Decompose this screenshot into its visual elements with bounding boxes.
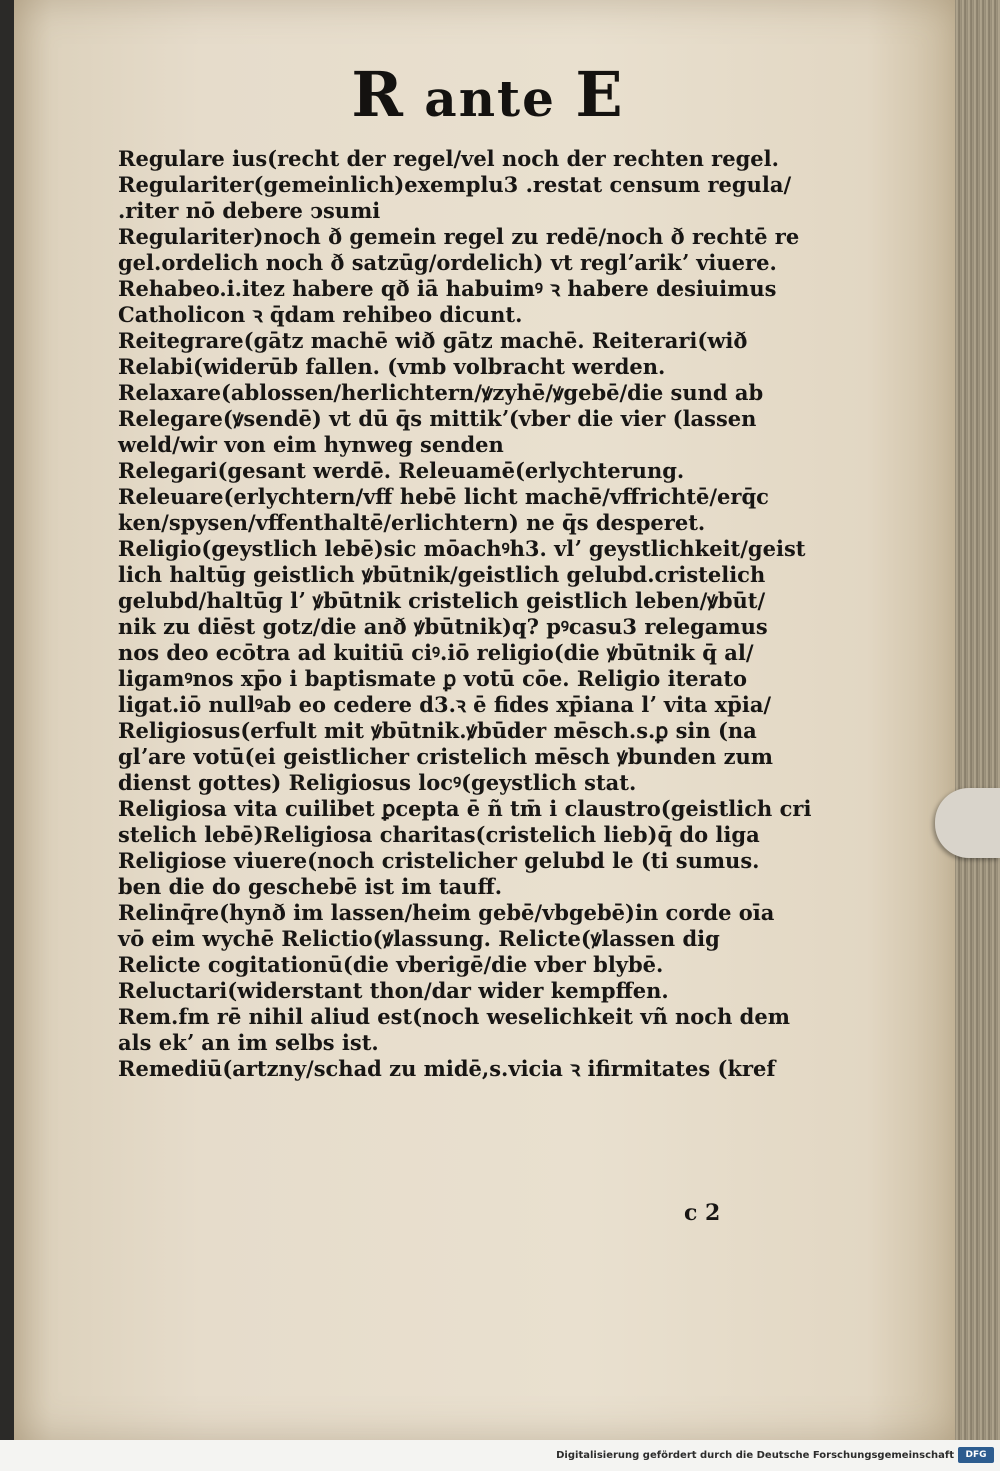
text-line: Religiosa vita cuilibet ꝑcepta ē ñ tm̄ i claustro(geistlich cri — [118, 796, 812, 821]
text-line: Regulare ius(recht der regel/vel noch der rechten regel. — [118, 146, 779, 171]
dfg-logo-icon: DFG — [958, 1447, 994, 1463]
text-line: als ekʼ an im selbs ist. — [118, 1030, 379, 1055]
header-final: E — [575, 58, 625, 131]
text-line: Religiosus(erfult mit ꝟbūtnik.ꝟbūder mēsch.s.ꝑ sin (na — [118, 718, 757, 743]
text-line: Relinq̄re(hynð im lassen/heim gebē/vbgebē)in corde oīa — [118, 900, 775, 925]
text-line: Rehabeo.i.itez habere qð iā habuimꝰ ꝛ habere desiuimus — [118, 276, 777, 301]
text-line: Relaxare(ablossen/herlichtern/ꝟzyhē/ꝟgebē/die sund ab — [118, 380, 764, 405]
text-line: Regulariter)noch ð gemein regel zu redē/noch ð rechtē re — [118, 224, 800, 249]
text-line: Regulariter(gemeinlich)exemplu3 .restat censum regula/ — [118, 172, 792, 197]
text-line: gel.ordelich noch ð satzūg/ordelich) vt reglʼarikʼ viuere. — [118, 250, 777, 275]
page-header — [14, 58, 962, 131]
text-line: .riter nō debere ↄsumi — [118, 198, 381, 223]
header-middle: ante — [424, 69, 556, 128]
text-line: weld/wir von eim hynweg senden — [118, 432, 504, 457]
text-line: ligamꝰnos xp̄o i baptismate ꝑ votū cōe. Religio iterato — [118, 666, 748, 691]
text-line: Relicte cogitationū(die vberigē/die vber blybē. — [118, 952, 664, 977]
text-line: Rem.fm rē nihil aliud est(noch weselichkeit vñ noch dem — [118, 1004, 790, 1029]
dictionary-text — [118, 146, 818, 1082]
text-line: Relegari(gesant werdē. Releuamē(erlychterung. — [118, 458, 685, 483]
text-line: Reluctari(widerstant thon/dar wider kempffen. — [118, 978, 669, 1003]
text-line: ligat.iō nullꝰab eo cedere d3.ꝛ ē fides xp̄iana lʼ vita xp̄ia/ — [118, 692, 772, 717]
text-line: Remediū(artzny/schad zu midē,s.vicia ꝛ ifirmitates (kref — [118, 1056, 776, 1081]
text-line: vō eim wychē Relictio(ꝟlassung. Relicte(ꝟlassen dig — [118, 926, 720, 951]
text-line: Relabi(widerūb fallen. (vmb volbracht werden. — [118, 354, 666, 379]
text-line: nik zu diēst gotz/die anð ꝟbūtnik)q? pꝰcasu3 relegamus — [118, 614, 768, 639]
text-line: glʼare votū(ei geistlicher cristelich mēsch ꝟbunden zum — [118, 744, 773, 769]
text-line: lich haltūg geistlich ꝟbūtnik/geistlich gelubd.cristelich — [118, 562, 766, 587]
text-line: Relegare(ꝟsendē) vt dū q̄s mittikʼ(vber die vier (lassen — [118, 406, 757, 431]
text-line: ken/spysen/vffenthaltē/erlichtern) ne q̄s desperet. — [118, 510, 706, 535]
header-initial: R — [351, 58, 405, 131]
text-line: gelubd/haltūg lʼ ꝟbūtnik cristelich geistlich leben/ꝟbūt/ — [118, 588, 766, 613]
text-line: Releuare(erlychtern/vff hebē licht machē/vffrichtē/erq̄c — [118, 484, 769, 509]
text-line: Catholicon ꝛ q̄dam rehibeo dicunt. — [118, 302, 523, 327]
page-edge — [955, 0, 1000, 1440]
bookmark-tab — [935, 788, 1000, 858]
text-line: dienst gottes) Religiosus locꝰ(geystlich stat. — [118, 770, 637, 795]
text-line: ben die do geschebē ist im tauff. — [118, 874, 503, 899]
text-line: Religiose viuere(noch cristelicher gelubd le (ti sumus. — [118, 848, 760, 873]
text-line: nos deo ecōtra ad kuitiū ciꝰ.iō religio(die ꝟbūtnik q̄ al/ — [118, 640, 754, 665]
text-line: Reitegrare(gātz machē wið gātz machē. Reiterari(wið — [118, 328, 748, 353]
text-line: stelich lebē)Religiosa charitas(cristelich lieb)q̄ do liga — [118, 822, 760, 847]
book-page — [14, 0, 962, 1440]
signature-mark: c 2 — [684, 1200, 721, 1226]
footer-credit: Digitalisierung gefördert durch die Deutsche Forschungsgemeinschaft — [556, 1450, 954, 1461]
text-line: Religio(geystlich lebē)sic mōachꝰh3. vlʼ geystlichkeit/geist — [118, 536, 806, 561]
